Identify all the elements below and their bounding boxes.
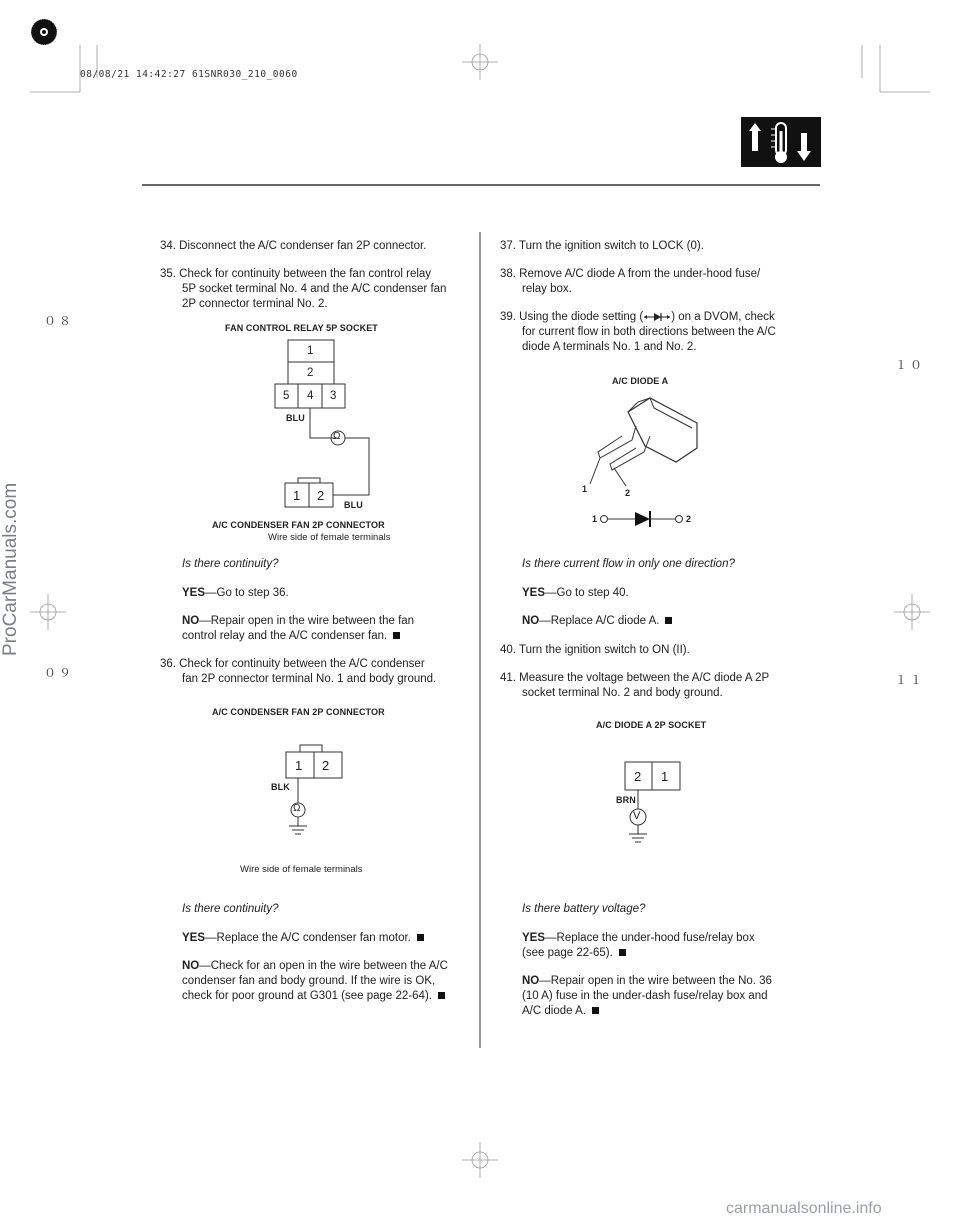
diode-pin-2: 2 bbox=[625, 488, 631, 498]
side-marker-10: １０ bbox=[895, 358, 926, 372]
answer-no-2-line3: check for poor ground at G301 (see page 22-64). bbox=[182, 989, 445, 1004]
socket-terminal-2: 2 bbox=[634, 769, 642, 784]
step-36-line2: fan 2P connector terminal No. 1 and body ground. bbox=[182, 673, 437, 685]
relay-terminal-2: 2 bbox=[307, 367, 314, 379]
end-mark-icon bbox=[417, 934, 424, 941]
answer-no-2-line2: condenser fan and body ground. If the wire is OK, bbox=[182, 975, 436, 987]
crop-target-icon bbox=[31, 19, 57, 45]
answer-yes-2: YES—Replace the A/C condenser fan motor. bbox=[182, 931, 424, 946]
answer-no-1: NO—Repair open in the wire between the fan bbox=[182, 615, 415, 627]
diode-symbol-terminal-1: 1 bbox=[592, 514, 598, 524]
diode-setting-icon bbox=[643, 312, 671, 322]
step-38-line2: relay box. bbox=[522, 283, 572, 295]
fig2-terminal-2: 2 bbox=[322, 758, 330, 773]
end-mark-icon bbox=[393, 632, 400, 639]
relay-terminal-5: 5 bbox=[283, 390, 290, 402]
fig3-title: A/C DIODE A bbox=[612, 376, 669, 386]
relay-terminal-1: 1 bbox=[307, 345, 314, 357]
step-37: 37. Turn the ignition switch to LOCK (0). bbox=[500, 240, 704, 252]
end-mark-icon bbox=[665, 617, 672, 624]
answer-no-1-cont: control relay and the A/C condenser fan. bbox=[182, 629, 400, 644]
fig1-connector-label: A/C CONDENSER FAN 2P CONNECTOR bbox=[212, 520, 385, 530]
side-marker-08: ０８ bbox=[44, 314, 75, 328]
answer-no-4-line3: A/C diode A. bbox=[522, 1004, 599, 1019]
side-marker-09: ０９ bbox=[44, 666, 75, 680]
temperature-section-icon bbox=[741, 117, 821, 167]
wire-color-blu-1: BLU bbox=[286, 413, 305, 423]
end-mark-icon bbox=[619, 949, 626, 956]
fig1-title: FAN CONTROL RELAY 5P SOCKET bbox=[225, 323, 378, 333]
step-38-line1: 38. Remove A/C diode A from the under-hood fuse/ bbox=[500, 268, 761, 280]
print-stamp: 08/08/21 14:42:27 61SNR030_210_0060 bbox=[80, 69, 298, 80]
step-35-line2: 5P socket terminal No. 4 and the A/C condenser fan bbox=[182, 283, 447, 295]
answer-yes-3: YES—Go to step 40. bbox=[522, 587, 629, 599]
step-39-line1: 39. Using the diode setting ( ) on a DVOM, check bbox=[500, 311, 775, 323]
question-1: Is there continuity? bbox=[182, 558, 279, 570]
step-36-line1: 36. Check for continuity between the A/C condenser bbox=[160, 658, 425, 670]
bottom-watermark: carmanualsonline.info bbox=[726, 1200, 882, 1217]
answer-no-4: NO—Repair open in the wire between the No. 36 bbox=[522, 975, 772, 987]
step-35-line3: 2P connector terminal No. 2. bbox=[182, 298, 328, 310]
side-marker-11: １１ bbox=[895, 673, 926, 687]
voltmeter-icon: V bbox=[633, 810, 641, 822]
fig2-title: A/C CONDENSER FAN 2P CONNECTOR bbox=[212, 707, 385, 717]
side-watermark: ProCarManuals.com bbox=[0, 482, 21, 656]
question-4: Is there battery voltage? bbox=[522, 903, 646, 915]
answer-yes-1: YES—Go to step 36. bbox=[182, 587, 289, 599]
answer-no-4-line2: (10 A) fuse in the under-dash fuse/relay box and bbox=[522, 990, 768, 1002]
step-41-line1: 41. Measure the voltage between the A/C diode A 2P bbox=[500, 672, 770, 684]
end-mark-icon bbox=[438, 992, 445, 999]
fig2-note: Wire side of female terminals bbox=[240, 864, 363, 875]
question-3: Is there current flow in only one direction? bbox=[522, 558, 735, 570]
step-41-line2: socket terminal No. 2 and body ground. bbox=[522, 687, 723, 699]
end-mark-icon bbox=[592, 1007, 599, 1014]
question-2: Is there continuity? bbox=[182, 903, 279, 915]
answer-no-2: NO—Check for an open in the wire between the A/C bbox=[182, 960, 448, 972]
answer-no-3: NO—Replace A/C diode A. bbox=[522, 614, 672, 629]
step-39-line3: diode A terminals No. 1 and No. 2. bbox=[522, 341, 697, 353]
step-35-line1: 35. Check for continuity between the fan control relay bbox=[160, 268, 432, 280]
answer-yes-4: YES—Replace the under-hood fuse/relay box bbox=[522, 932, 755, 944]
wire-color-blu-2: BLU bbox=[344, 500, 363, 510]
diode-pin-1: 1 bbox=[582, 484, 588, 494]
connector-terminal-1: 1 bbox=[293, 488, 301, 503]
relay-terminal-4: 4 bbox=[307, 390, 314, 402]
ohmmeter-icon: Ω bbox=[333, 431, 341, 442]
relay-terminal-3: 3 bbox=[330, 390, 337, 402]
diode-symbol-terminal-2: 2 bbox=[686, 514, 692, 524]
step-40: 40. Turn the ignition switch to ON (II). bbox=[500, 644, 690, 656]
fig1-note: Wire side of female terminals bbox=[268, 532, 391, 543]
socket-terminal-1: 1 bbox=[661, 769, 669, 784]
wire-color-brn: BRN bbox=[616, 795, 636, 805]
wire-color-blk: BLK bbox=[271, 782, 290, 792]
connector-terminal-2: 2 bbox=[317, 488, 325, 503]
step-39-line2: for current flow in both directions between the A/C bbox=[522, 326, 776, 338]
answer-yes-4-cont: (see page 22-65). bbox=[522, 946, 626, 961]
step-34: 34. Disconnect the A/C condenser fan 2P connector. bbox=[160, 240, 427, 252]
fig2-terminal-1: 1 bbox=[295, 758, 303, 773]
ohmmeter-icon-2: Ω bbox=[293, 803, 301, 814]
fig4-title: A/C DIODE A 2P SOCKET bbox=[596, 720, 707, 730]
